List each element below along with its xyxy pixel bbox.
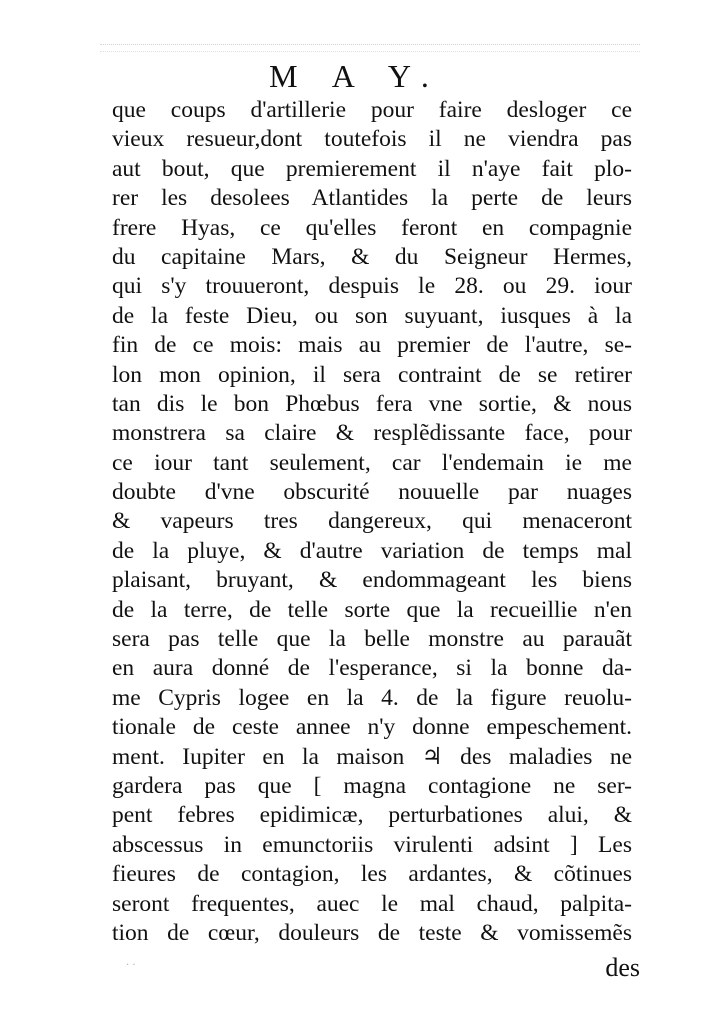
text-line: plaisant, bruyant, & endommageant les biens bbox=[112, 567, 632, 594]
text-line: vieux resueur,dont toutefois il ne viendra pas bbox=[112, 126, 632, 153]
scan-specks: · · bbox=[126, 960, 136, 971]
text-line: que coups d'artillerie pour faire desloger ce bbox=[112, 97, 632, 123]
text-line: qui s'y trouueront, despuis le 28. ou 29. iour bbox=[112, 273, 632, 300]
text-line: doubte d'vne obscurité nouuelle par nuages bbox=[112, 479, 632, 506]
text-line: aut bout, que premierement il n'aye fait plo- bbox=[112, 155, 632, 182]
text-line: rer les desolees Atlantides la perte de leurs bbox=[112, 185, 632, 212]
text-line: ce iour tant seulement, car l'endemain ie me bbox=[112, 449, 632, 476]
text-line: ment. Iupiter en la maison ♃ des maladies ne bbox=[112, 743, 632, 770]
text-line: de la pluye, & d'autre variation de temps mal bbox=[112, 537, 632, 564]
text-line: gardera pas que [ magna contagione ne ser- bbox=[112, 772, 632, 799]
text-line: abscessus in emunctoriis virulenti adsint ] Les bbox=[112, 831, 632, 858]
text-block bbox=[112, 96, 632, 948]
text-line: & vapeurs tres dangereux, qui menaceront bbox=[112, 508, 632, 535]
catchword: des bbox=[605, 953, 640, 982]
top-rule bbox=[100, 44, 640, 52]
text-line: du capitaine Mars, & du Seigneur Hermes, bbox=[112, 243, 632, 270]
text-line: seront frequentes, auec le mal chaud, palpita- bbox=[112, 890, 632, 917]
text-line: tionale de ceste annee n'y donne empeschement. bbox=[112, 714, 632, 741]
text-line: tan dis le bon Phœbus fera vne sortie, & nous bbox=[112, 390, 632, 417]
text-line: tion de cœur, douleurs de teste & vomissemẽs bbox=[112, 919, 632, 946]
text-line: me Cypris logee en la 4. de la figure reuolu- bbox=[112, 684, 632, 711]
text-line: de la feste Dieu, ou son suyuant, iusques à la bbox=[112, 302, 632, 329]
text-line: fieures de contagion, les ardantes, & cõtinues bbox=[112, 861, 632, 888]
text-line: sera pas telle que la belle monstre au parauãt bbox=[112, 626, 632, 653]
text-line: pent febres epidimicæ, perturbationes alui, & bbox=[112, 802, 632, 829]
running-header: M A Y. bbox=[269, 58, 443, 94]
text-line: monstrera sa claire & resplẽdissante face, pour bbox=[112, 420, 632, 447]
text-line: fin de ce mois: mais au premier de l'autre, se- bbox=[112, 332, 632, 359]
text-line: en aura donné de l'esperance, si la bonne da- bbox=[112, 655, 632, 682]
text-line: de la terre, de telle sorte que la recueillie n'en bbox=[112, 596, 632, 623]
text-line: frere Hyas, ce qu'elles feront en compagnie bbox=[112, 214, 632, 241]
text-line: lon mon opinion, il sera contraint de se retirer bbox=[112, 361, 632, 388]
